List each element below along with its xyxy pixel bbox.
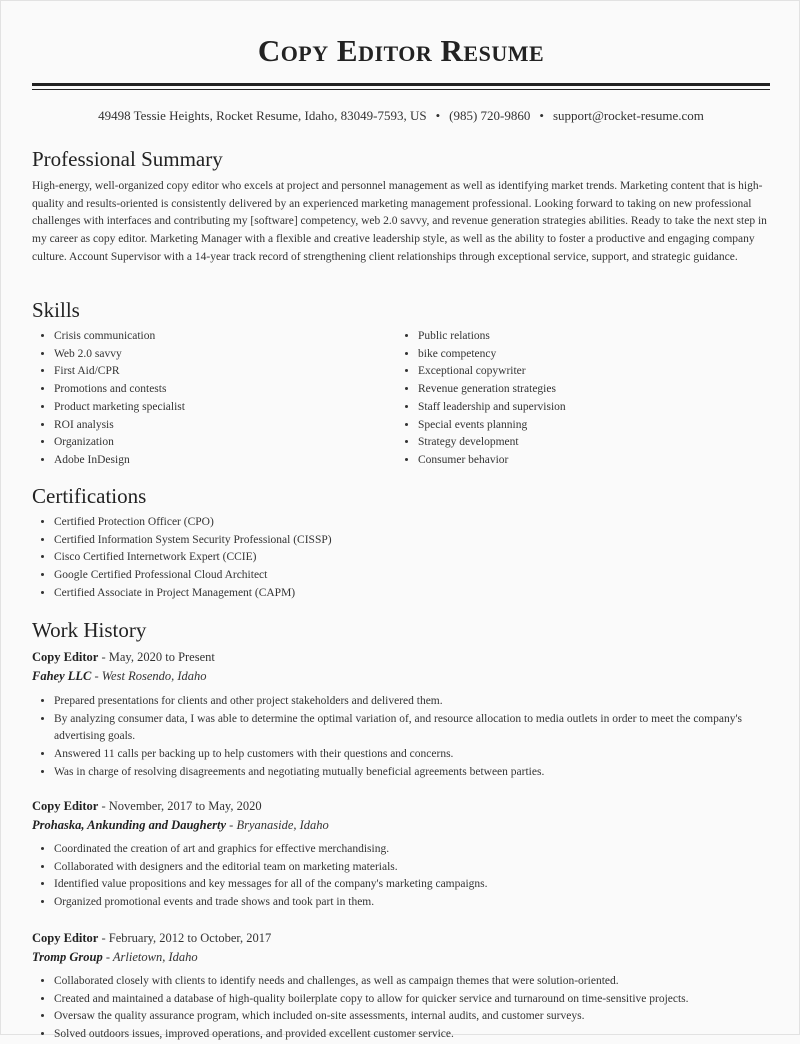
job-bullet: • Answered 11 calls per backing up to help customers with their questions and concerns. <box>54 746 770 764</box>
title-rule-thin <box>32 89 770 90</box>
job-bullet: • Collaborated closely with clients to identify needs and challenges, as well as campaign themes that were solution-oriented. <box>54 973 770 991</box>
job-bullets <box>32 841 770 912</box>
job-company: Fahey LLC <box>32 669 92 683</box>
skills-list-left <box>32 328 394 470</box>
job-location: - Bryanaside, Idaho <box>226 818 329 832</box>
job-bullet: • Collaborated with designers and the editorial team on marketing materials. <box>54 859 770 877</box>
skill-item: • Product marketing specialist <box>54 399 394 417</box>
summary-text: High-energy, well-organized copy editor who excels at project and personnel management as well as identifying market trends. Marketing content that is high-quality and results-oriented is consistently delivered by an experienced marketing management professional. Looking forward to taking on new professional challenges with interfaces and contributing my [software] competency, web 2.0 savvy, and revenue generation strategies abilities. Ready to take the next step in my career as copy editor. Marketing Manager with a flexible and creative leadership style, as well as the ability to foster a productive and engaging company culture. Account Supervisor with a 14-year track record of strengthening client relationships through exceptional service, support, and strategic guidance. <box>32 180 767 263</box>
skill-item: • First Aid/CPR <box>54 363 394 381</box>
skill-item: • Special events planning <box>418 417 778 435</box>
job-role: Copy Editor <box>32 650 99 664</box>
job-title-line <box>32 797 262 815</box>
job-location: - West Rosendo, Idaho <box>91 669 207 683</box>
certification-item: • Certified Protection Officer (CPO) <box>54 514 754 532</box>
skills-heading: Skills <box>32 298 80 322</box>
certification-item: • Certified Associate in Project Management (CAPM) <box>54 585 754 603</box>
job-bullet: • Solved outdoors issues, improved operations, and provided excellent customer service. <box>54 1026 770 1044</box>
job-company-line <box>32 816 329 834</box>
job-dates: - February, 2012 to October, 2017 <box>98 931 272 945</box>
skill-item: • bike competency <box>418 346 778 364</box>
skill-item: • Consumer behavior <box>418 452 778 470</box>
skill-item: • Strategy development <box>418 434 778 452</box>
job-bullets <box>32 693 770 782</box>
skill-item: • ROI analysis <box>54 417 394 435</box>
skill-item: • Web 2.0 savvy <box>54 346 394 364</box>
certifications-heading: Certifications <box>32 484 147 508</box>
job-role: Copy Editor <box>32 799 99 813</box>
job-company: Tromp Group <box>32 950 103 964</box>
job-bullet: • Identified value propositions and key messages for all of the company's marketing campaigns. <box>54 876 770 894</box>
job-bullet: • Organized promotional events and trade shows and took part in them. <box>54 894 770 912</box>
certification-item: • Google Certified Professional Cloud Architect <box>54 567 754 585</box>
skill-item: • Staff leadership and supervision <box>418 399 778 417</box>
title-rule-thick <box>32 83 770 86</box>
job-bullet: • Created and maintained a database of high-quality boilerplate copy to allow for quicker service and turnaround on time-sensitive projects. <box>54 991 770 1009</box>
job-bullet: • Oversaw the quality assurance program, which included on-site assessments, internal audits, and customer surveys. <box>54 1008 770 1026</box>
skill-item: • Exceptional copywriter <box>418 363 778 381</box>
job-title-line <box>32 648 215 666</box>
job-company-line <box>32 667 207 685</box>
contact-line <box>1 107 800 125</box>
job-company: Prohaska, Ankunding and Daugherty <box>32 818 227 832</box>
job-bullets <box>32 973 770 1044</box>
job-location: - Arlietown, Idaho <box>102 950 198 964</box>
skill-item: • Adobe InDesign <box>54 452 394 470</box>
certification-item: • Cisco Certified Internetwork Expert (CCIE) <box>54 549 754 567</box>
skills-list-right <box>396 328 778 470</box>
contact-address: 49498 Tessie Heights, Rocket Resume, Idaho, 83049-7593, US <box>98 108 427 123</box>
job-bullet: • Prepared presentations for clients and other project stakeholders and delivered them. <box>54 693 770 711</box>
work-history-heading: Work History <box>32 618 147 642</box>
job-company-line <box>32 948 198 966</box>
skill-item: • Crisis communication <box>54 328 394 346</box>
skill-item: • Organization <box>54 434 394 452</box>
resume-title: Copy Editor Resume <box>257 33 545 68</box>
skill-item: • Public relations <box>418 328 778 346</box>
summary-heading: Professional Summary <box>32 147 223 171</box>
job-dates: - May, 2020 to Present <box>98 650 215 664</box>
job-bullet: • By analyzing consumer data, I was able to determine the optimal variation of, and resource allocation to media outlets in order to meet the company's advertising goals. <box>54 711 770 746</box>
certification-item: • Certified Information System Security Professional (CISSP) <box>54 532 754 550</box>
contact-email[interactable]: support@rocket-resume.com <box>552 108 704 123</box>
job-bullet: • Coordinated the creation of art and graphics for effective merchandising. <box>54 841 770 859</box>
job-bullet: • Was in charge of resolving disagreements and negotiating mutually beneficial agreements between parties. <box>54 764 770 782</box>
skill-item: • Revenue generation strategies <box>418 381 778 399</box>
certifications-list <box>32 514 754 603</box>
contact-separator: • <box>435 108 441 123</box>
skill-item: • Promotions and contests <box>54 381 394 399</box>
job-title-line <box>32 929 271 947</box>
contact-phone: (985) 720-9860 <box>449 108 531 123</box>
job-dates: - November, 2017 to May, 2020 <box>98 799 262 813</box>
contact-separator: • <box>539 108 544 123</box>
job-role: Copy Editor <box>32 931 99 945</box>
